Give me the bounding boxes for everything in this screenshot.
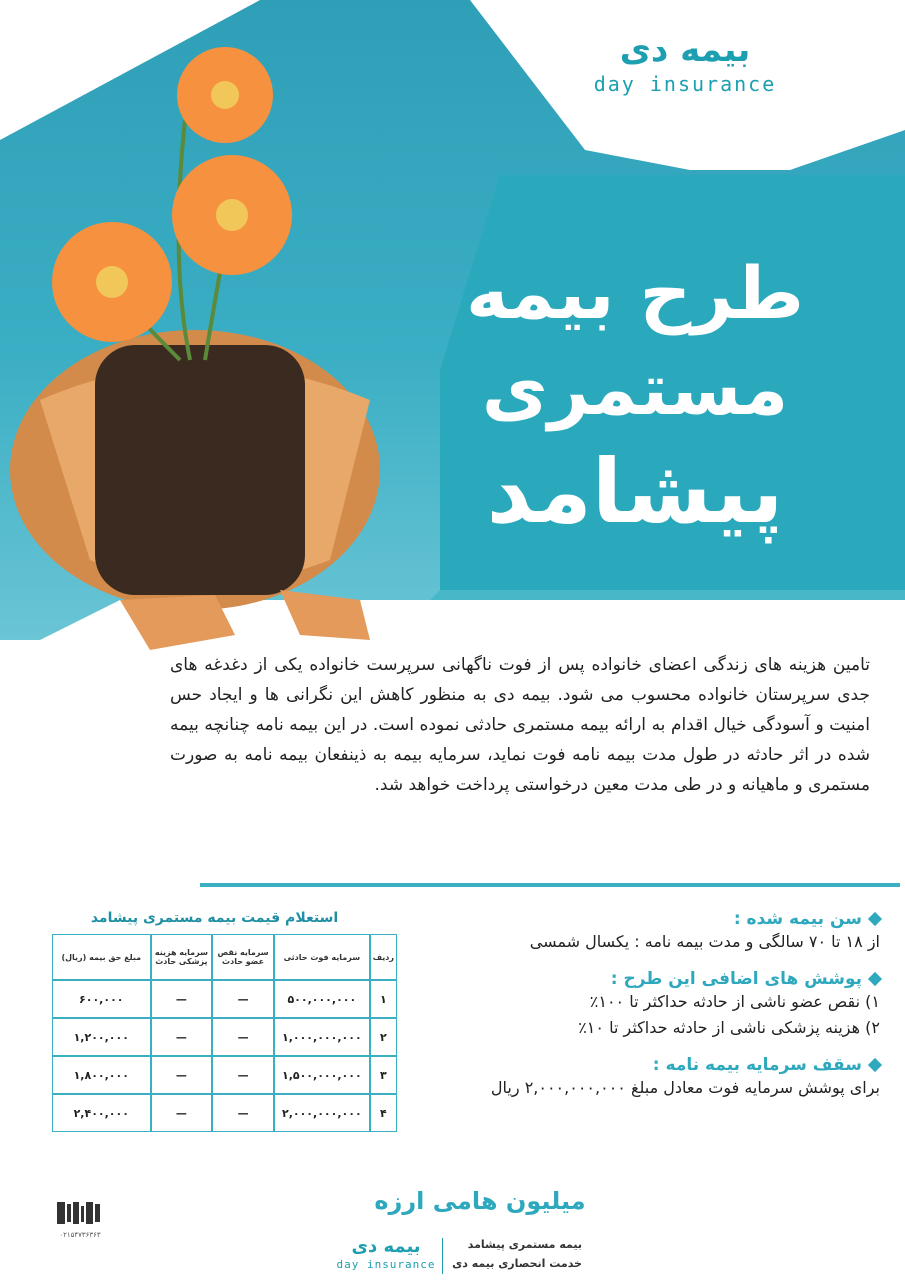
flower-middle (172, 155, 292, 275)
coverage-heading: پوشش های اضافی این طرح : (420, 969, 880, 989)
flower-left (52, 222, 172, 342)
table-title: استعلام قیمت بیمه مستمری پیشامد (90, 910, 339, 926)
death-capital-cell: ۵۰۰,۰۰۰,۰۰۰ (274, 980, 370, 1018)
coverage-item-2: ۲) هزینه پزشکی ناشی از حادثه حداکثر تا ۱۰٪ (578, 1018, 880, 1037)
row-number: ۲ (370, 1018, 397, 1056)
premium-cell: ۲,۴۰۰,۰۰۰ (52, 1094, 151, 1132)
qr-code-icon (55, 1198, 103, 1228)
header-medical-capital: سرمایه هزینه پزشکی حادث (151, 934, 213, 980)
row-number: ۳ (370, 1056, 397, 1094)
diamond-bullet-icon (868, 1058, 882, 1072)
headline-line-2: مستمری (481, 347, 789, 431)
soil-block (95, 345, 305, 595)
headline (405, 245, 865, 547)
cap-text: برای پوشش سرمایه فوت معادل مبلغ ۲,۰۰۰,۰۰۰,۰۰۰ ریال (490, 1078, 880, 1097)
intro-paragraph: تامین هزینه های زندگی اعضای خانواده پس از فوت ناگهانی سرپرست خانواده یکی از دغدغه های جدی سرپرستان خانواده محسوب می شود. بیمه دی به منظور کاهش این نگرانی ها و ایجاد حس امنیت و آسودگی خیال اقدام به ارائه بیمه مستمری حادثی نموده است. در این بیمه نامه چنانچه بیمه شده در اثر حادثه در طول مدت بیمه نامه فوت نماید، سرمایه بیمه به ذینفعان بیمه نامه به صورت مستمری و ماهیانه و در طی مدت معین درخواستی پرداخت خواهد شد. (170, 655, 870, 795)
age-heading: سن بیمه شده : (420, 909, 880, 929)
premium-cell: ۱,۲۰۰,۰۰۰ (52, 1018, 151, 1056)
brand-name-en: day insurance (593, 72, 777, 96)
death-capital-cell: ۲,۰۰۰,۰۰۰,۰۰۰ (274, 1094, 370, 1132)
header-row-number: ردیف (370, 934, 397, 980)
brand-logo[interactable] (580, 30, 790, 110)
disability-cell: — (212, 1056, 274, 1094)
headline-line-1: طرح بیمه (466, 251, 804, 335)
footer-line-1: بیمه مستمری پیشامد (467, 1238, 582, 1251)
footer-logo-en: day insurance (336, 1258, 436, 1271)
table-row (52, 980, 397, 1018)
footer-logo-fa: بیمه دی (351, 1236, 421, 1257)
diamond-bullet-icon (868, 912, 882, 926)
premium-cell: ۶۰۰,۰۰۰ (52, 980, 151, 1018)
death-capital-cell: ۱,۰۰۰,۰۰۰,۰۰۰ (274, 1018, 370, 1056)
section-divider (200, 883, 900, 887)
disability-cell: — (212, 1094, 274, 1132)
features-section (420, 905, 880, 1101)
disability-cell: — (212, 1018, 274, 1056)
footer-separator (442, 1238, 443, 1274)
qr-code-number: ۰۲۱۵۴۷۳۶۳۶۳ (59, 1231, 101, 1239)
price-table-section (52, 910, 397, 1132)
flower-top (177, 47, 273, 143)
medical-cell: — (151, 1018, 213, 1056)
coverage-item-1: ۱) نقص عضو ناشی از حادثه حداکثر تا ۱۰۰٪ (589, 992, 880, 1011)
medical-cell: — (151, 1056, 213, 1094)
footer-slogan: میلیون هامی ارزه (374, 1187, 586, 1215)
medical-cell: — (151, 1094, 213, 1132)
price-table (52, 934, 397, 1132)
table-header-row (52, 934, 397, 980)
diamond-bullet-icon (868, 972, 882, 986)
row-number: ۴ (370, 1094, 397, 1132)
brand-name-fa: بیمه دی (619, 30, 751, 70)
premium-cell: ۱,۸۰۰,۰۰۰ (52, 1056, 151, 1094)
row-number: ۱ (370, 980, 397, 1018)
table-row (52, 1018, 397, 1056)
teal-stripe (430, 590, 905, 600)
headline-line-3: پیشامد (486, 440, 784, 543)
header-death-capital: سرمایه فوت حادثی (274, 934, 370, 980)
header-disability-capital: سرمایه نقص عضو حادث (212, 934, 274, 980)
disability-cell: — (212, 980, 274, 1018)
header-premium: مبلغ حق بیمه (ریال) (52, 934, 151, 980)
cap-heading: سقف سرمایه بیمه نامه : (420, 1055, 880, 1075)
medical-cell: — (151, 980, 213, 1018)
table-row (52, 1056, 397, 1094)
age-text: از ۱۸ تا ۷۰ سالگی و مدت بیمه نامه : یکسال شمسی (529, 932, 880, 951)
table-row (52, 1094, 397, 1132)
death-capital-cell: ۱,۵۰۰,۰۰۰,۰۰۰ (274, 1056, 370, 1094)
footer-line-2: خدمت انحصاری بیمه دی (452, 1257, 582, 1270)
